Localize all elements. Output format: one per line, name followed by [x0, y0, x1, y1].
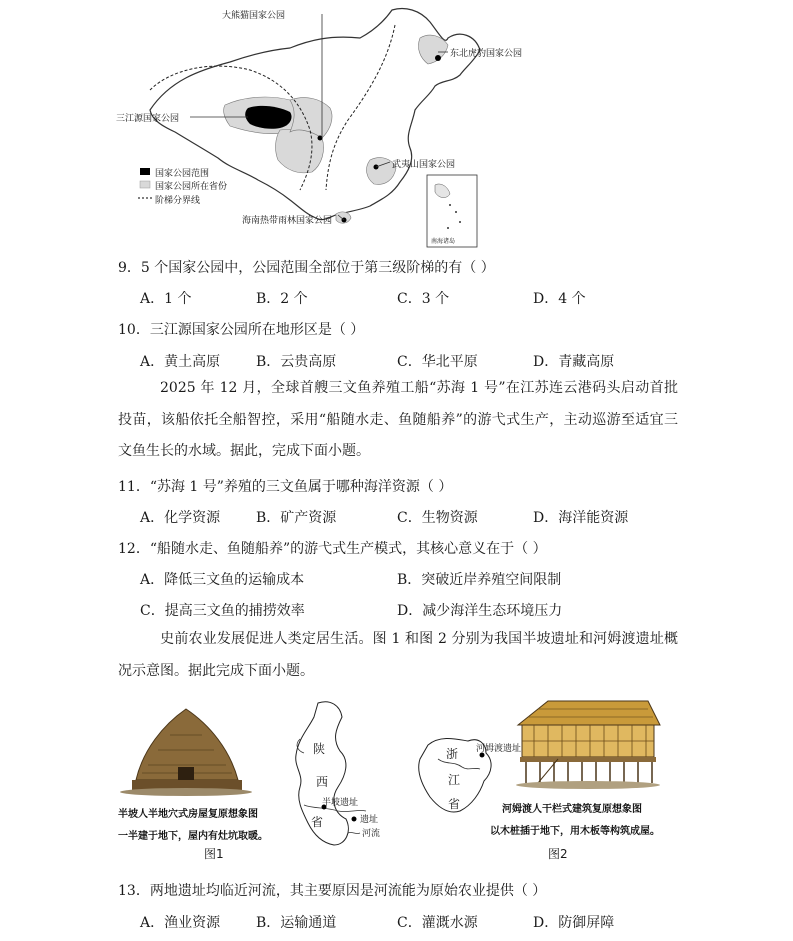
label-sanjiangyuan-park: 三江源国家公园 — [116, 114, 180, 124]
q11-option-d[interactable]: D．海洋能资源 — [533, 510, 629, 526]
figure-1 — [118, 695, 393, 865]
q10-option-d[interactable]: D．青藏高原 — [533, 354, 615, 370]
q11-option-c[interactable]: C．生物资源 — [397, 510, 478, 526]
fig2-province-char-1: 浙 — [446, 747, 459, 761]
label-panda-park: 大熊猫国家公园 — [222, 11, 286, 21]
fig2-caption-desc: 以木桩插于地下，用木板等构筑成屋。 — [490, 826, 660, 837]
q11-option-a[interactable]: A．化学资源 — [140, 510, 221, 526]
q12-option-c[interactable]: C．提高三文鱼的捕捞效率 — [140, 603, 305, 619]
passage-prehistoric-agriculture — [118, 624, 678, 687]
q13-option-d[interactable]: D．防御屏障 — [533, 915, 615, 931]
legend-park-range: 国家公园范围 — [155, 169, 210, 179]
figure-2 — [398, 695, 673, 865]
fig1-site-label: 半坡遗址 — [322, 798, 359, 808]
fig1-province-char-3: 省 — [311, 815, 324, 829]
legend-step-line: 阶梯分界线 — [155, 196, 201, 206]
question-12-stem: 12．“船随水走、鱼随船养”的游弋式生产模式，其核心意义在于（ ） — [118, 541, 547, 557]
q9-option-d[interactable]: D．4 个 — [533, 291, 586, 307]
question-11-stem: 11．“苏海 1 号”养殖的三文鱼属于哪种海洋资源（ ） — [118, 479, 453, 495]
fig1-caption-desc: 一半建于地下，屋内有灶坑取暖。 — [118, 831, 268, 842]
q9-option-c[interactable]: C．3 个 — [397, 291, 450, 307]
question-13-stem: 13．两地遗址均临近河流，其主要原因是河流能为原始农业提供（ ） — [118, 883, 547, 899]
question-10-stem: 10．三江源国家公园所在地形区是（ ） — [118, 322, 365, 338]
figure-2-graphic — [398, 695, 673, 865]
label-hainan-park: 海南热带雨林国家公园 — [242, 216, 333, 226]
q12-option-d[interactable]: D．减少海洋生态环境压力 — [397, 603, 563, 619]
label-wuyishan-park: 武夷山国家公园 — [392, 160, 456, 170]
q9-option-b[interactable]: B．2 个 — [256, 291, 308, 307]
q10-option-a[interactable]: A．黄土高原 — [140, 354, 221, 370]
fig1-province-char-2: 西 — [316, 775, 329, 789]
legend-park-province: 国家公园所在省份 — [155, 182, 228, 192]
q11-option-b[interactable]: B．矿产资源 — [256, 510, 337, 526]
q13-option-b[interactable]: B．运输通道 — [256, 915, 337, 931]
fig2-province-char-3: 省 — [448, 797, 461, 811]
passage-salmon-ship — [118, 373, 678, 468]
fig2-province-char-2: 江 — [448, 773, 461, 787]
passage-salmon-text: 2025 年 12 月，全球首艘三文鱼养殖工船“苏海 1 号”在江苏连云港码头启动首批投苗，该船依托全船智控，采用“船随水走、鱼随船养”的游弋式生产，主动巡游至适宜三文鱼生长的水域。据此，完成下面小题。 — [118, 380, 678, 459]
q12-option-b[interactable]: B．突破近岸养殖空间限制 — [397, 572, 562, 588]
china-map-graphic — [130, 0, 550, 250]
china-national-parks-map — [116, 0, 550, 250]
q9-option-a[interactable]: A．1 个 — [140, 291, 192, 307]
hemudu-house-roof — [518, 701, 660, 725]
fig2-caption-title: 河姆渡人干栏式建筑复原想象图 — [502, 804, 642, 815]
fig1-legend-site: 遗址 — [360, 815, 379, 825]
fig1-legend-river: 河流 — [362, 829, 381, 839]
q13-option-a[interactable]: A．渔业资源 — [140, 915, 221, 931]
q10-option-b[interactable]: B．云贵高原 — [256, 354, 337, 370]
fig1-caption-title: 半坡人半地穴式房屋复原想象图 — [118, 809, 258, 820]
label-tiger-park: 东北虎豹国家公园 — [450, 49, 523, 59]
q13-option-c[interactable]: C．灌溉水源 — [397, 915, 478, 931]
question-9-stem: 9．5 个国家公园中，公园范围全部位于第三级阶梯的有（ ） — [118, 260, 495, 276]
park-tiger — [435, 55, 441, 61]
q10-option-c[interactable]: C．华北平原 — [397, 354, 478, 370]
fig1-province-char-1: 陕 — [313, 742, 326, 756]
figure-2-number: 图2 — [548, 847, 568, 861]
figure-1-number: 图1 — [204, 847, 224, 861]
label-south-sea: 南海诸岛 — [431, 238, 456, 245]
q12-option-a[interactable]: A．降低三文鱼的运输成本 — [140, 572, 305, 588]
passage-agriculture-text: 史前农业发展促进人类定居生活。图 1 和图 2 分别为我国半坡遗址和河姆渡遗址概况示意图。据此完成下面小题。 — [118, 631, 678, 679]
fig2-site-label: 河姆渡遗址 — [476, 744, 522, 754]
